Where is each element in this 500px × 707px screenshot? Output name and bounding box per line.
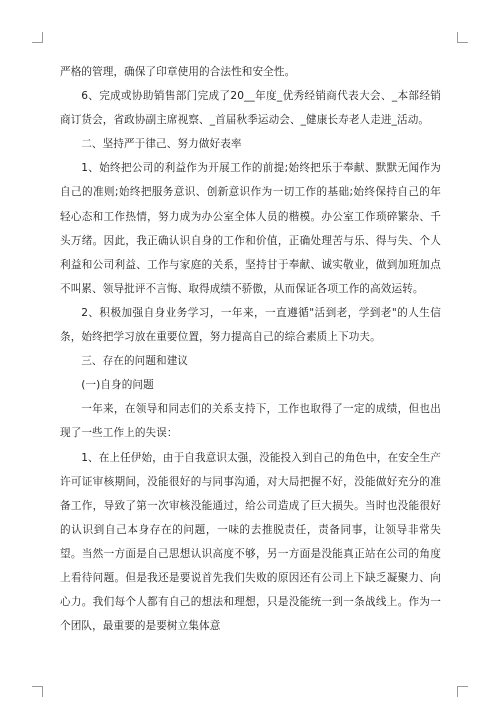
paragraph-intro: 一年来，在领导和同志们的关系支持下，工作也取得了一定的成绩，但也出现了一些工作上的失误： — [60, 403, 441, 440]
paragraph-problem-1: 1、在上任伊始，由于自我意识太强，没能投入到自己的角色中，在安全生产许可证审核期间，没能很好的与同事沟通，对大局把握不好，没能做好充分的准备工作，导致了第一次审核没能通过，给公司造成了巨大损失。当时也没能很好的认识到自己本身存在的问题，一味的去推脱责任，责备同事，让领导非常失望。当然一方面是自己思想认识高度不够，另一方面是没能真正站在公司的角度上看待问题。但是我还是要说首先我们失败的原因还有公司上下缺乏凝聚力、向心力。我们每个人都有自己的想法和理想，只是没能统一到一条战线上。作为一个团队，最重要的是要树立集体意 — [60, 451, 441, 633]
paragraph-item-2: 2、积极加强自身业务学习，一年来，一直遵循"活到老，学到老"的人生信条，始终把学习放在重要位置，努力提高自己的综合素质上下功夫。 — [60, 306, 441, 344]
crop-mark-bottom-left — [32, 686, 43, 697]
crop-mark-top-left — [32, 32, 43, 43]
paragraph-continuation: 严格的管理，确保了印章使用的合法性和安全性。 — [60, 66, 296, 78]
section-heading-2: 二、坚持严于律己、努力做好表率 — [81, 138, 242, 151]
paragraph-item-1: 1、始终把公司的利益作为开展工作的前提;始终把乐于奉献、默默无闻作为自己的准则;始终把服务意识、创新意识作为一切工作的基础;始终保持自己的年轻心态和工作热情，努力成为办公室全体人员的楷模。办公室工作琐碎繁杂、千头万绪。因此，我正确认识自身的工作和价值，正确处理苦与乐、得与失、个人利益和公司利益、工作与家庭的关系，坚持甘于奉献、诚实敬业，做到加班加点不叫累、领导批评不言悔、取得成绩不骄傲，从而保证各项工作的高效运转。 — [60, 162, 441, 295]
section-heading-3: 三、存在的问题和建议 — [81, 355, 189, 368]
crop-mark-top-right — [457, 32, 468, 43]
crop-mark-bottom-right — [457, 686, 468, 697]
paragraph-item-6: 6、完成或协助销售部门完成了20__年度_优秀经销商代表大会、_本部经销商订货会，省政协副主席视察、_首届秋季运动会、_健康长寿老人走进_活动。 — [60, 90, 441, 127]
document-body — [60, 60, 441, 638]
subsection-heading-1: (一)自身的问题 — [81, 379, 154, 392]
